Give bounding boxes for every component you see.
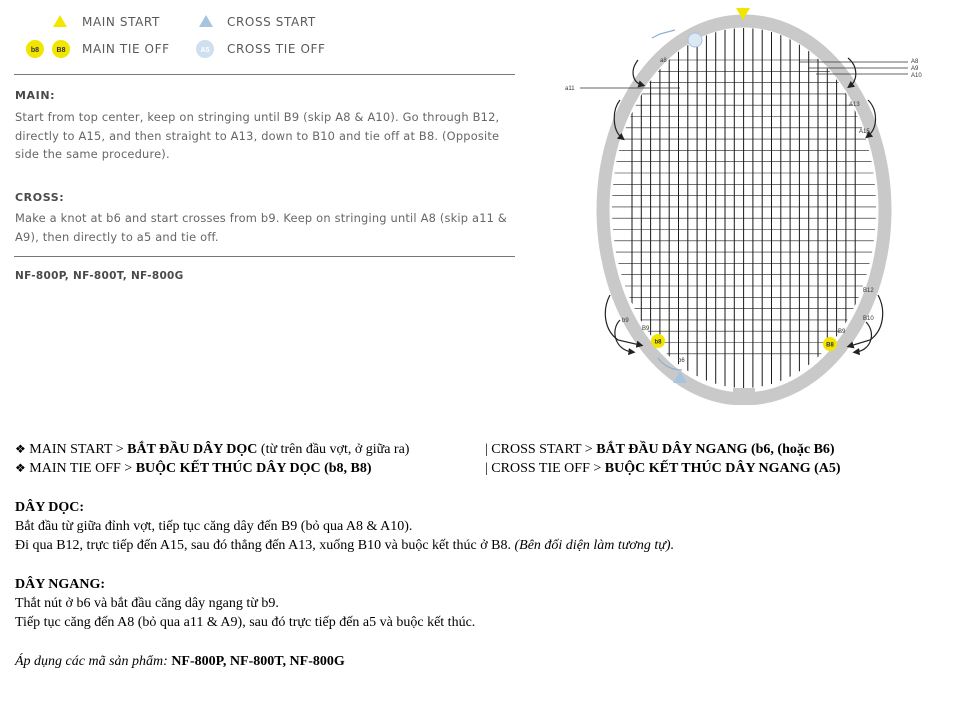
label-a11: a11 [565, 86, 575, 92]
vi-cross-start-bold: BẮT ĐẦU DÂY NGANG (b6, (hoặc B6) [596, 442, 835, 457]
label-A10: A10 [911, 73, 922, 79]
vi-apply-models: NF-800P, NF-800T, NF-800G [171, 654, 345, 669]
vi-cross-start-prefix: | CROSS START > [485, 442, 597, 457]
vi-main-tie-bold: BUỘC KẾT THÚC DÂY DỌC (b8, B8) [135, 461, 372, 476]
vi-main-start-prefix: MAIN START > [29, 442, 128, 457]
vi-main-line-2-text: Đi qua B12, trực tiếp đến A15, sau đó thẳng đến A13, xuống B10 và buộc kết thúc ở B8. [15, 538, 515, 553]
main-start-triangle-icon [52, 14, 68, 28]
vi-apply-line [15, 653, 345, 670]
label-A9: A9 [911, 66, 919, 72]
label-B9-right: B9 [838, 329, 846, 335]
vi-apply-italic: Áp dụng các mã sản phẩm: [15, 654, 172, 669]
vi-cross-start [485, 441, 835, 458]
divider [14, 74, 515, 75]
legend-cross-start: CROSS START [227, 15, 316, 29]
left-top-route [652, 30, 675, 38]
vi-cross-tie-bold: BUỘC KẾT THÚC DÂY NGANG (A5) [604, 461, 841, 476]
badge-b8-small: b8 [30, 47, 40, 54]
cross-start-triangle-icon [198, 14, 214, 28]
label-B12: B12 [863, 288, 874, 294]
vi-main-title [15, 499, 84, 516]
vi-main-line-1: Bắt đầu từ giữa đỉnh vợt, tiếp tục căng dây đến B9 (bỏ qua A8 & A10). [15, 519, 413, 534]
vi-main-line-2 [15, 537, 674, 554]
diamond-bullet-icon: ❖ [15, 442, 26, 456]
badge-a5: A5 [200, 47, 210, 54]
label-B10: B10 [863, 316, 874, 322]
vi-cross-tie [485, 460, 841, 477]
badge-b8-big: B8 [56, 47, 66, 54]
label-B9-left: B9 [642, 326, 650, 332]
vi-legend-line-2 [15, 460, 372, 477]
vi-main-start-rest: (từ trên đầu vợt, ở giữa ra) [257, 442, 410, 457]
main-tie-off-badges-icon [24, 38, 76, 60]
label-A15: A15 [859, 129, 870, 135]
vi-main-start-bold: BẮT ĐẦU DÂY DỌC [127, 442, 258, 457]
racket-throat [733, 388, 755, 405]
label-b6: b6 [678, 358, 685, 364]
label-A13: A13 [849, 102, 860, 108]
main-text: Start from top center, keep on stringing until B9 (skip A8 & A10). Go through B12, directly to A15, and then straight to A13, down to B10 and tie off at B8. (Opposite side the same procedure). [15, 110, 500, 161]
cross-tie-off-badge-icon [194, 38, 216, 60]
label-a8: a8 [660, 58, 667, 64]
racket-diagram [560, 0, 940, 405]
vi-cross-line-1: Thắt nút ở b6 và bắt đầu căng dây ngang từ b9. [15, 596, 279, 611]
vi-main-tie-prefix: MAIN TIE OFF > [29, 461, 136, 476]
cross-text: Make a knot at b6 and start crosses from b9. Keep on stringing until A8 (skip a11 & A9), then directly to a5 and tie off. [15, 211, 508, 244]
divider [14, 256, 515, 257]
a5-marker [688, 33, 702, 47]
legend-main-start: MAIN START [82, 15, 160, 29]
vi-main-title-text: DÂY DỌC: [15, 500, 85, 515]
legend [0, 0, 520, 70]
cross-title: CROSS: [15, 191, 65, 204]
vi-legend-line-1 [15, 441, 409, 458]
vi-cross-title-text: DÂY NGANG: [15, 577, 106, 592]
label-B8-badge: B8 [826, 342, 834, 349]
models-text: NF-800P, NF-800T, NF-800G [15, 270, 184, 282]
legend-main-tie-off: MAIN TIE OFF [82, 42, 170, 56]
diamond-bullet-icon: ❖ [15, 461, 26, 475]
main-title: MAIN: [15, 89, 56, 102]
label-A8: A8 [911, 59, 919, 65]
vi-cross-tie-prefix: | CROSS TIE OFF > [485, 461, 605, 476]
vi-main-line-2-italic: (Bên đối diện làm tương tự). [514, 538, 675, 553]
vi-cross-title [15, 576, 105, 593]
label-b9: b9 [622, 318, 629, 324]
vi-cross-line-2: Tiếp tục căng đến A8 (bỏ qua a11 & A9), sau đó trực tiếp đến a5 và buộc kết thúc. [15, 615, 476, 630]
legend-cross-tie-off: CROSS TIE OFF [227, 42, 326, 56]
label-b8-badge: b8 [654, 339, 662, 346]
